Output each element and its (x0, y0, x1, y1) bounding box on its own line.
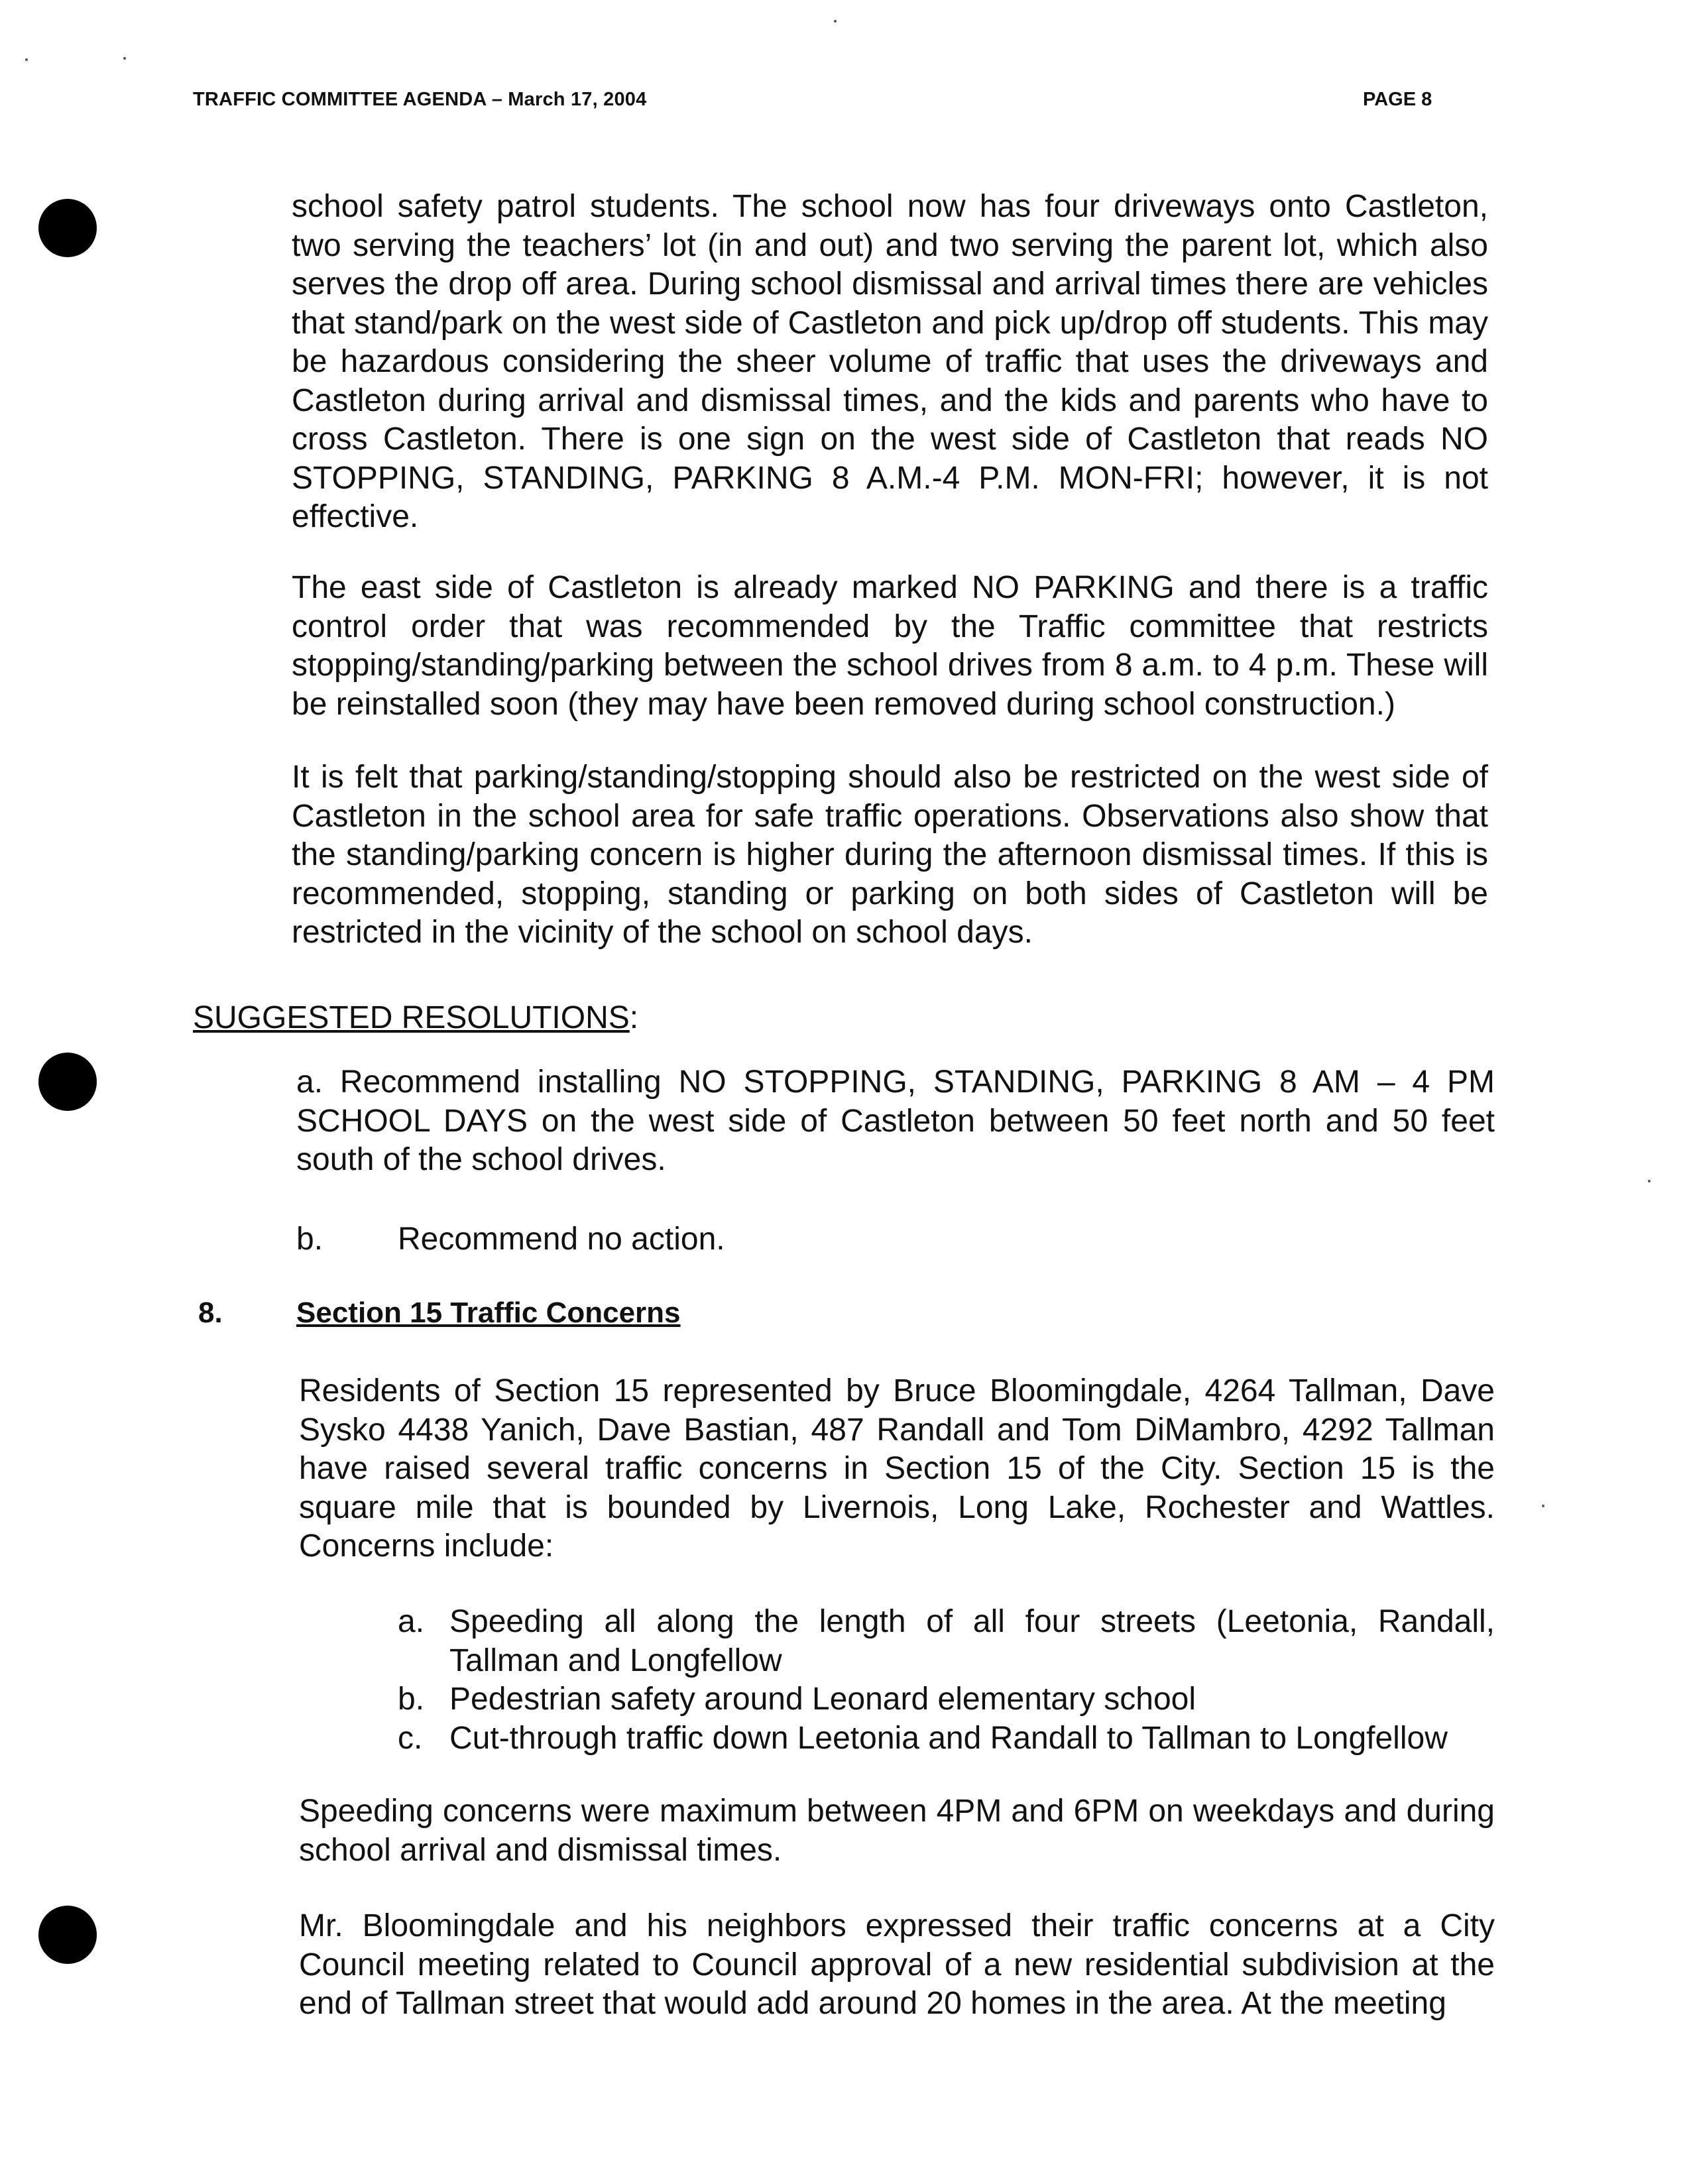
paragraph-council-meeting: Mr. Bloomingdale and his neighbors expressed their traffic concerns at a City Council meeting related to Council approval of a new residential subdivision at the end of Tallman street that would add around 20 homes in the area. At the meeting (299, 1908, 1495, 2021)
concern-letter: b. (398, 1682, 425, 1717)
paragraph-speeding: Speeding concerns were maximum between 4PM and 6PM on weekdays and during school arrival and dismissal times. (299, 1794, 1495, 1868)
punch-hole-middle (38, 1053, 97, 1111)
agenda-header-title: TRAFFIC COMMITTEE AGENDA – March 17, 2004 (193, 89, 647, 110)
scan-speck (1648, 1180, 1651, 1182)
heading-colon: : (629, 1000, 639, 1035)
concern-letter: a. (398, 1604, 425, 1639)
concern-item (398, 1719, 1495, 1758)
punch-hole-top (38, 199, 97, 257)
resolution-a: a. Recommend installing NO STOPPING, STANDING, PARKING 8 AM – 4 PM SCHOOL DAYS on the west side of Castleton between 50 feet north and 50 feet south of the school drives. (296, 1064, 1495, 1177)
paragraph-school-driveways: school safety patrol students. The school now has four driveways onto Castleton, two serving the teachers’ lot (in and out) and two serving the parent lot, which also serves the drop off area. During school dismissal and arrival times there are vehicles that stand/park on the west side of Castleton and pick up/drop off students. This may be hazardous considering the sheer volume of traffic that uses the driveways and Castleton during arrival and dismissal times, and the kids and parents who have to cross Castleton. There is one sign on the west side of Castleton that reads NO STOPPING, STANDING, PARKING 8 A.M.-4 P.M. MON-FRI; however, it is not effective. (292, 189, 1488, 534)
paragraph-east-side: The east side of Castleton is already marked NO PARKING and there is a traffic control order that was recommended by the Traffic committee that restricts stopping/standing/parking between the school drives from 8 a.m. to 4 p.m. These will be reinstalled soon (they may have been removed during school construction.) (292, 570, 1488, 722)
section-title: Section 15 Traffic Concerns (296, 1296, 681, 1329)
concern-item (398, 1603, 1495, 1680)
scan-speck (25, 58, 28, 61)
paragraph-residents: Residents of Section 15 represented by Bruce Bloomingdale, 4264 Tallman, Dave Sysko 4438 Yanich, Dave Bastian, 487 Randall and Tom DiMambro, 4292 Tallman have raised several traffic concerns in Section 15 of the City. Section 15 is the square mile that is bounded by Livernois, Long Lake, Rochester and Wattles. Concerns include: (299, 1373, 1495, 1564)
section-number: 8. (198, 1296, 223, 1329)
resolution-b-letter: b. (296, 1222, 323, 1257)
suggested-resolutions-heading (193, 1000, 638, 1036)
page-number: PAGE 8 (1363, 89, 1432, 110)
resolution-b-text: Recommend no action. (398, 1222, 725, 1257)
scan-speck (834, 20, 837, 23)
paragraph-west-side: It is felt that parking/standing/stopping should also be restricted on the west side of Castleton in the school area for safe traffic operations. Observations also show that the standing/parking concern is higher during the afternoon dismissal times. If this is recommended, stopping, standing or parking on both sides of Castleton will be restricted in the vicinity of the school on school days. (292, 760, 1488, 950)
scan-speck (123, 57, 126, 60)
scan-speck (1542, 1505, 1544, 1507)
concern-text: Pedestrian safety around Leonard elementary school (449, 1682, 1196, 1717)
concern-letter: c. (398, 1720, 423, 1756)
concern-text: Speeding all along the length of all four streets (Leetonia, Randall, Tallman and Longfellow (449, 1604, 1495, 1678)
punch-hole-bottom (38, 1906, 97, 1964)
concern-item (398, 1680, 1495, 1719)
concern-list (398, 1603, 1495, 1758)
concern-text: Cut-through traffic down Leetonia and Randall to Tallman to Longfellow (449, 1720, 1448, 1756)
suggested-resolutions-label: SUGGESTED RESOLUTIONS (193, 1000, 630, 1035)
